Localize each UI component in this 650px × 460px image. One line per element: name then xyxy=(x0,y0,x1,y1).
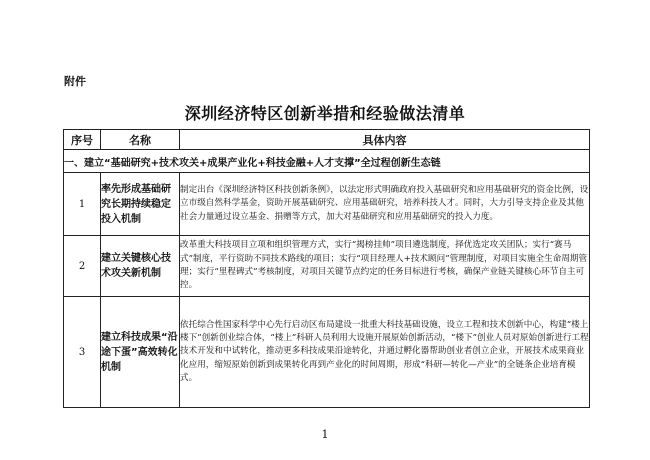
section-row xyxy=(64,150,590,173)
row-name: 建立科技成果“沿途下蛋”高效转化机制 xyxy=(101,297,180,408)
table-row xyxy=(64,173,590,236)
row-content: 制定出台《深圳经济特区科技创新条例》，以法定形式明确政府投入基础研究和应用基础研究的资金比例，设立市级自然科学基金，资助开展基础研究、应用基础研究，培养科技人才。同时，大力引导支持企业及其他社会力量通过设立基金、捐赠等方式，加大对基础研究和应用基础研究的投入力度。 xyxy=(180,173,590,236)
row-name: 率先形成基础研究长期持续稳定投入机制 xyxy=(101,173,180,236)
document-title: 深圳经济特区创新举措和经验做法清单 xyxy=(184,104,466,123)
attachment-label: 附件 xyxy=(64,75,86,88)
table-header-row xyxy=(64,130,590,150)
row-name: 建立关键核心技术攻关新机制 xyxy=(101,236,180,297)
table-row xyxy=(64,297,590,408)
row-content: 改革重大科技项目立项和组织管理方式，实行“揭榜挂帅”项目遴选制度，择优选定攻关团队；实行“赛马式”制度，平行资助不同技术路线的项目；实行“项目经理人+技术顾问”管理制度，对项目实施全生命周期管理；实行“里程碑式”考核制度，对项目关键节点约定的任务目标进行考核，确保产业链关键核心环节自主可控。 xyxy=(180,236,590,297)
table-row xyxy=(64,236,590,297)
header-content: 具体内容 xyxy=(180,130,590,150)
row-content: 依托综合性国家科学中心先行启动区布局建设一批重大科技基础设施，设立工程和技术创新中心，构建“楼上楼下”创新创业综合体，“楼上”科研人员利用大设施开展原始创新活动，“楼下”创业人员对原始创新进行工程技术开发和中试转化，推动更多科技成果沿途转化，并通过孵化器帮助创业者创立企业，开展技术成果商业化应用，缩短原始创新到成果转化再到产业化的时间周期，形成“科研—转化—产业”的全链条企业培育模式。 xyxy=(180,297,590,408)
row-number: 1 xyxy=(64,173,101,236)
section-title: 一、建立“基础研究+技术攻关+成果产业化+科技金融+人才支撑”全过程创新生态链 xyxy=(64,150,590,173)
header-number: 序号 xyxy=(64,130,101,150)
row-number: 3 xyxy=(64,297,101,408)
header-name: 名称 xyxy=(101,130,180,150)
row-number: 2 xyxy=(64,236,101,297)
measures-table xyxy=(63,129,590,408)
page-number: 1 xyxy=(321,428,329,441)
